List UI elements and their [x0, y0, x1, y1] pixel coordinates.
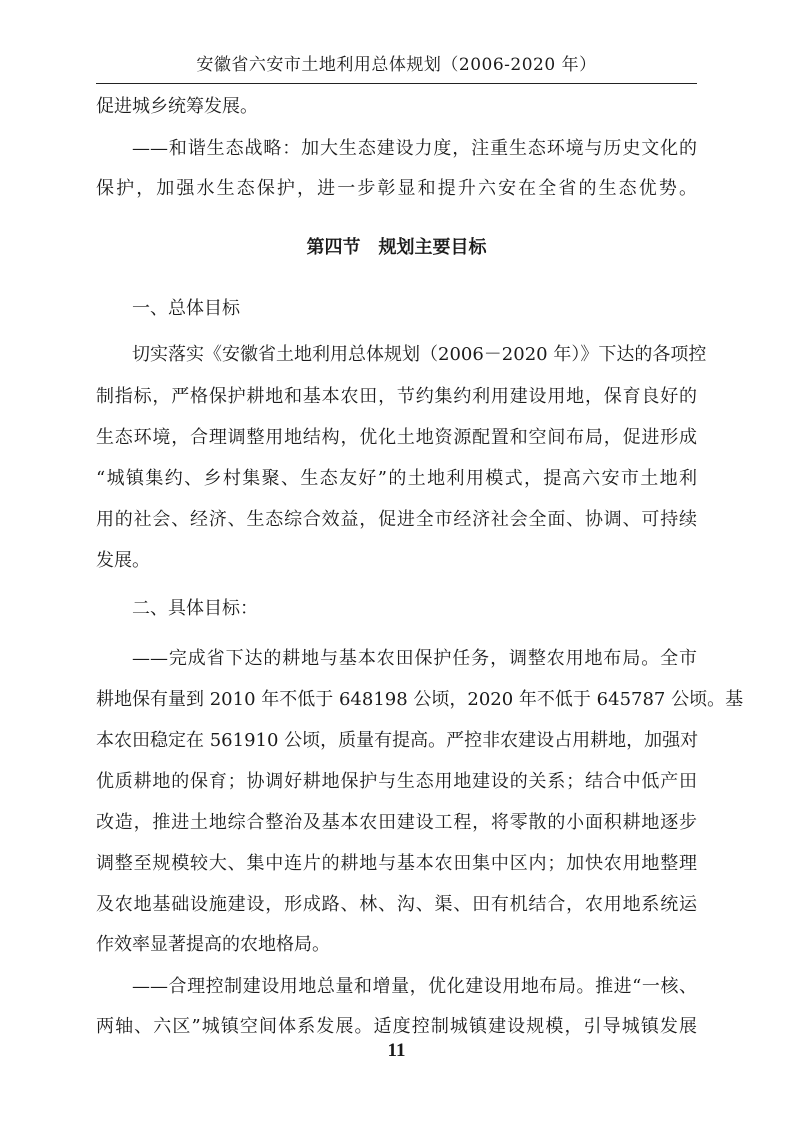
body-line: 本农田稳定在 561910 公顷，质量有提高。严控非农建设占用耕地，加强对 [96, 730, 699, 751]
body-line: 制指标，严格保护耕地和基本农田，节约集约利用建设用地，保育良好的 [96, 386, 697, 407]
header-rule [96, 83, 697, 84]
subsection-heading: 一、总体目标 [132, 298, 240, 319]
body-line: ——合理控制建设用地总量和增量，优化建设用地布局。推进“一核、 [132, 976, 697, 997]
subsection-heading: 二、具体目标： [132, 598, 258, 619]
body-line: 及农地基础设施建设，形成路、林、沟、渠、田有机结合，农用地系统运 [96, 894, 697, 915]
body-line: 切实落实《安徽省土地利用总体规划（2006－2020 年）》下达的各项控 [132, 344, 707, 365]
running-header: 安徽省六安市土地利用总体规划（2006-2020 年） [196, 55, 597, 75]
body-line: 耕地保有量到 2010 年不低于 648198 公顷，2020 年不低于 645787 公顷。基 [96, 689, 744, 710]
body-line: 促进城乡统筹发展。 [96, 96, 258, 117]
body-line: 发展。 [96, 550, 150, 571]
body-line: ——完成省下达的耕地与基本农田保护任务，调整农用地布局。全市 [132, 648, 697, 669]
body-line: 两轴、六区”城镇空间体系发展。适度控制城镇建设规模，引导城镇发展 [96, 1016, 697, 1037]
page-number: 11 [387, 1040, 406, 1061]
body-line: 生态环境，合理调整用地结构，优化土地资源配置和空间布局，促进形成 [96, 427, 697, 448]
section-title: 第四节 规划主要目标 [306, 237, 487, 258]
body-line: 用的社会、经济、生态综合效益，促进全市经济社会全面、协调、可持续 [96, 509, 697, 530]
body-line: 改造，推进土地综合整治及基本农田建设工程，将零散的小面积耕地逐步 [96, 812, 697, 833]
body-line: ——和谐生态战略：加大生态建设力度，注重生态环境与历史文化的 [132, 138, 697, 159]
body-line: 保护，加强水生态保护，进一步彰显和提升六安在全省的生态优势。 [96, 178, 697, 199]
body-line: 作效率显著提高的农地格局。 [96, 934, 330, 955]
body-line: 调整至规模较大、集中连片的耕地与基本农田集中区内；加快农用地整理 [96, 853, 697, 874]
body-line: “城镇集约、乡村集聚、生态友好”的土地利用模式，提高六安市土地利 [96, 468, 697, 489]
body-line: 优质耕地的保育；协调好耕地保护与生态用地建设的关系；结合中低产田 [96, 771, 697, 792]
